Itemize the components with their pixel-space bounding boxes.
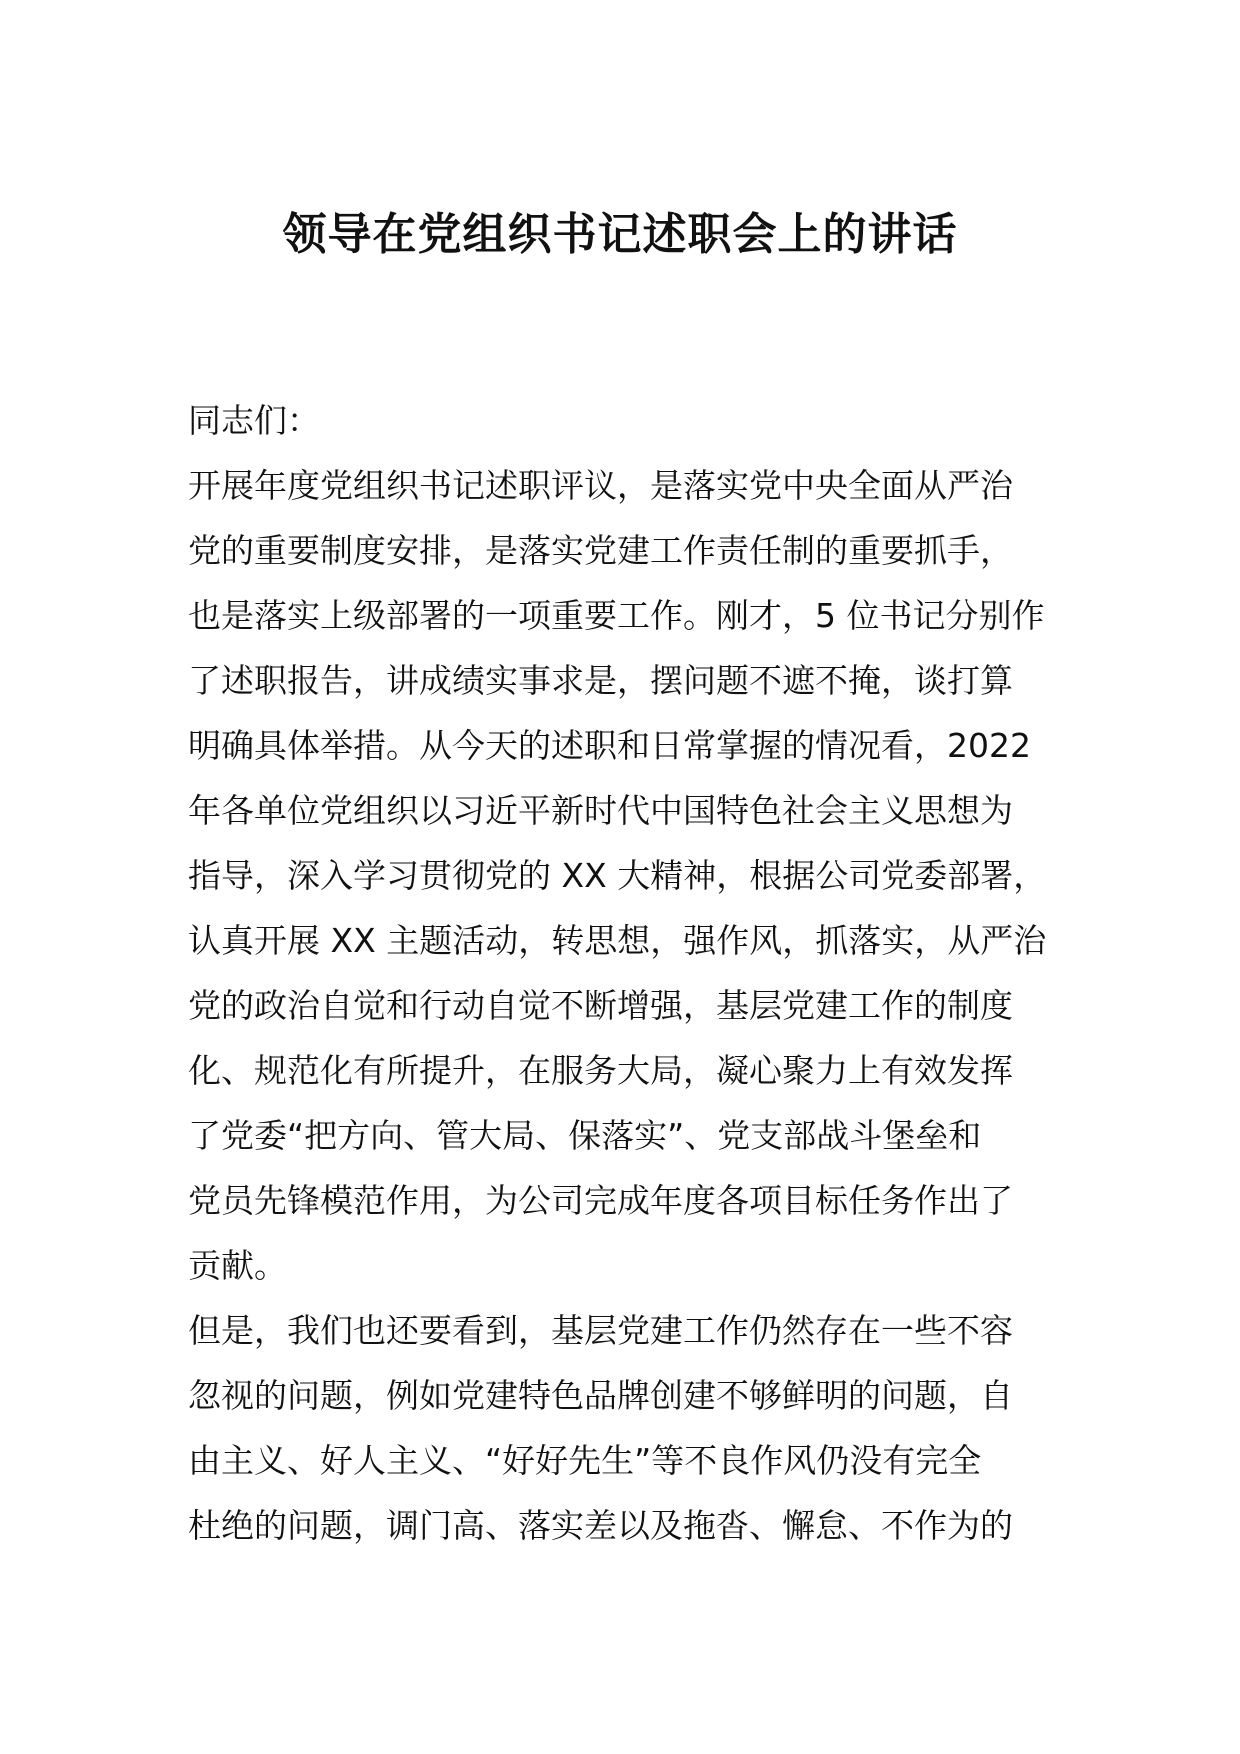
- text-line: 忽视的问题，例如党建特色品牌创建不够鲜明的问题，自: [188, 1376, 1013, 1415]
- document-body: [188, 388, 1058, 1558]
- text-line: 党的政治自觉和行动自觉不断增强，基层党建工作的制度: [188, 986, 1013, 1025]
- text-line: 明确具体举措。从今天的述职和日常掌握的情况看，2022: [188, 726, 1031, 765]
- text-line: 但是，我们也还要看到，基层党建工作仍然存在一些不容: [188, 1311, 1013, 1350]
- text-line: 化、规范化有所提升，在服务大局，凝心聚力上有效发挥: [188, 1051, 1013, 1090]
- text-line: 年各单位党组织以习近平新时代中国特色社会主义思想为: [188, 791, 1013, 830]
- text-line: 也是落实上级部署的一项重要工作。刚才，5 位书记分别作: [188, 596, 1045, 635]
- text-line: 杜绝的问题，调门高、落实差以及拖沓、懈怠、不作为的: [188, 1506, 1013, 1545]
- text-line: 党员先锋模范作用，为公司完成年度各项目标任务作出了: [188, 1181, 1013, 1220]
- text-line: 党的重要制度安排，是落实党建工作责任制的重要抓手，: [188, 531, 1013, 570]
- text-line: 指导，深入学习贯彻党的 XX 大精神，根据公司党委部署，: [188, 856, 1047, 895]
- text-line-salutation: 同志们：: [188, 401, 320, 440]
- text-line: 开展年度党组织书记述职评议，是落实党中央全面从严治: [188, 466, 1013, 505]
- text-line: 了党委“把方向、管大局、保落实”、党支部战斗堡垒和: [188, 1116, 982, 1155]
- text-line: 贡献。: [188, 1246, 287, 1285]
- text-line: 认真开展 XX 主题活动，转思想，强作风，抓落实，从严治: [188, 921, 1047, 960]
- text-line: 了述职报告，讲成绩实事求是，摆问题不遮不掩，谈打算: [188, 661, 1013, 700]
- text-line: 由主义、好人主义、“好好先生”等不良作风仍没有完全: [188, 1441, 982, 1480]
- document-title: 领导在党组织书记述职会上的讲话: [282, 209, 958, 260]
